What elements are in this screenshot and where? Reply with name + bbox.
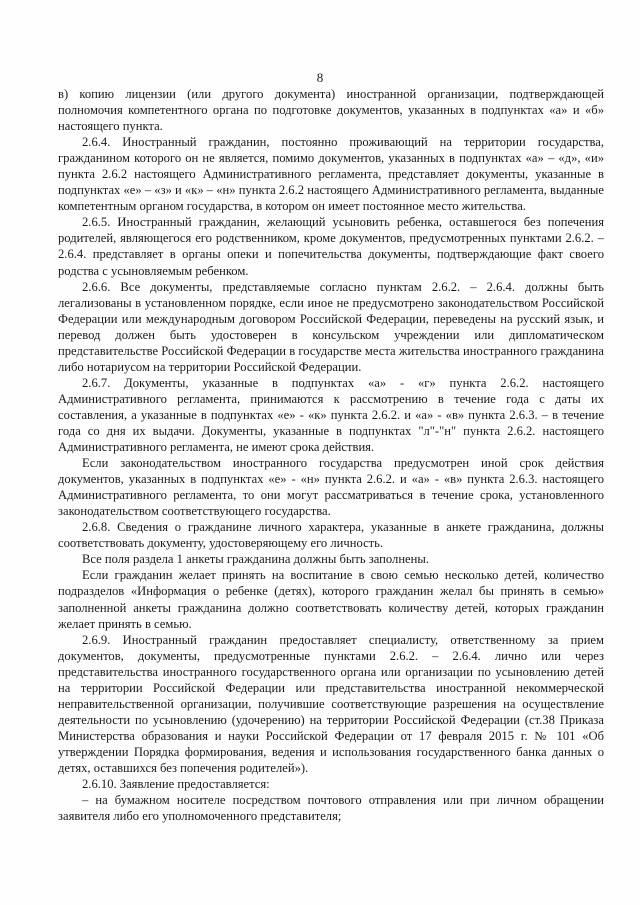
paragraph-2-6-8: 2.6.8. Сведения о гражданине личного характера, указанные в анкете гражданина, должны соответствовать документу, удостоверяющему его личность. [58, 520, 604, 551]
paragraph-2-6-4: 2.6.4. Иностранный гражданин, постоянно проживающий на территории государства, гражданином которого он не является, помимо документов, указанных в подпунктах «а» – «д», «и» пункта 2.6.2 настоящего Административного регламента, представляет документы, указанные в подпунктах «е» – «з» и «к» – «н» пункта 2.6.2 настоящего Административного регламента, выданные компетентным органом государства, в котором он имеет постоянное место жительства. [58, 135, 604, 214]
paragraph-2-6-7: 2.6.7. Документы, указанные в подпунктах «а» - «г» пункта 2.6.2. настоящего Административного регламента, принимаются к рассмотрению в течение года с даты их составления, а указанные в подпунктах «е» - «к» пункта 2.6.2. и «а» - «в» пункта 2.6.3. – в течение года со дня их выдачи. Документы, указанные в подпунктах "л"-"н" пункта 2.6.2. настоящего Административного регламента, не имеют срока действия. [58, 375, 604, 455]
paragraph-2-6-6: 2.6.6. Все документы, представляемые согласно пунктам 2.6.2. – 2.6.4. должны быть легализованы в установленном порядке, если иное не предусмотрено законодательством Российской Федерации или международным договором Российской Федерации, переведены на русский язык, и перевод должен быть удостоверен в консульском учреждении или дипломатическом представительстве Российской Федерации в государстве места жительства иностранного гражданина либо нотариусом на территории Российской Федерации. [58, 279, 604, 374]
paragraph-2-6-8-fields: Все поля раздела 1 анкеты гражданина должны быть заполнены. [82, 552, 429, 567]
paragraph-2-6-5: 2.6.5. Иностранный гражданин, желающий усыновить ребенка, оставшегося без попечения родителей, являющегося его родственником, кроме документов, предусмотренных пунктами 2.6.2. – 2.6.4. представляет в органы опеки и попечительства документы, подтверждающие факт своего родства с усыновляемым ребенком. [58, 215, 604, 278]
paragraph-2-6-10: 2.6.10. Заявление предоставляется: [82, 777, 270, 792]
paragraph-2-6-9: 2.6.9. Иностранный гражданин предоставляет специалисту, ответственному за прием документов, документы, предусмотренные пунктами 2.6.2. – 2.6.4. лично или через представительства иностранного государственного органа или организации по усыновлению детей на территории Российской Федерации или представительства иностранной некоммерческой неправительственной организации, получившие соответствующие разрешения на осуществление деятельности по усыновлению (удочерению) на территории Российской Федерации (ст.38 Приказа Министерства образования и науки Российской Федерации от 17 февраля 2015 г. № 101 «Об утверждении Порядка формирования, ведения и использования государственного банка данных о детях, оставшихся без попечения родителей»). [58, 632, 604, 775]
page-number: 8 [316, 70, 324, 85]
document-body [58, 86, 604, 824]
paragraph-2-6-8-children: Если гражданин желает принять на воспитание в свою семью несколько детей, количество подразделов «Информация о ребенке (детях), которого гражданин желал бы принять в семью» заполненной анкеты гражданина должно соответствовать количеству детей, которых гражданин желает принять в семью. [58, 568, 604, 631]
paragraph-2-6-10-paper: – на бумажном носителе посредством почтового отправления или при личном обращении заявителя либо его уполномоченного представителя; [58, 793, 604, 824]
paragraph-2-6-7-foreign-term: Если законодательством иностранного государства предусмотрен иной срок действия документов, указанных в подпунктах «е» - «н» пункта 2.6.2. и «а» - «в» пункта 2.6.3. настоящего Административного регламента, то они могут рассматриваться в течение срока, установленного законодательством соответствующего государства. [58, 456, 604, 519]
paragraph-subpoint-v: в) копию лицензии (или другого документа) иностранной организации, подтверждающей полномочия компетентного органа по подготовке документов, указанных в подпунктах «а» и «б» настоящего пункта. [58, 87, 604, 134]
